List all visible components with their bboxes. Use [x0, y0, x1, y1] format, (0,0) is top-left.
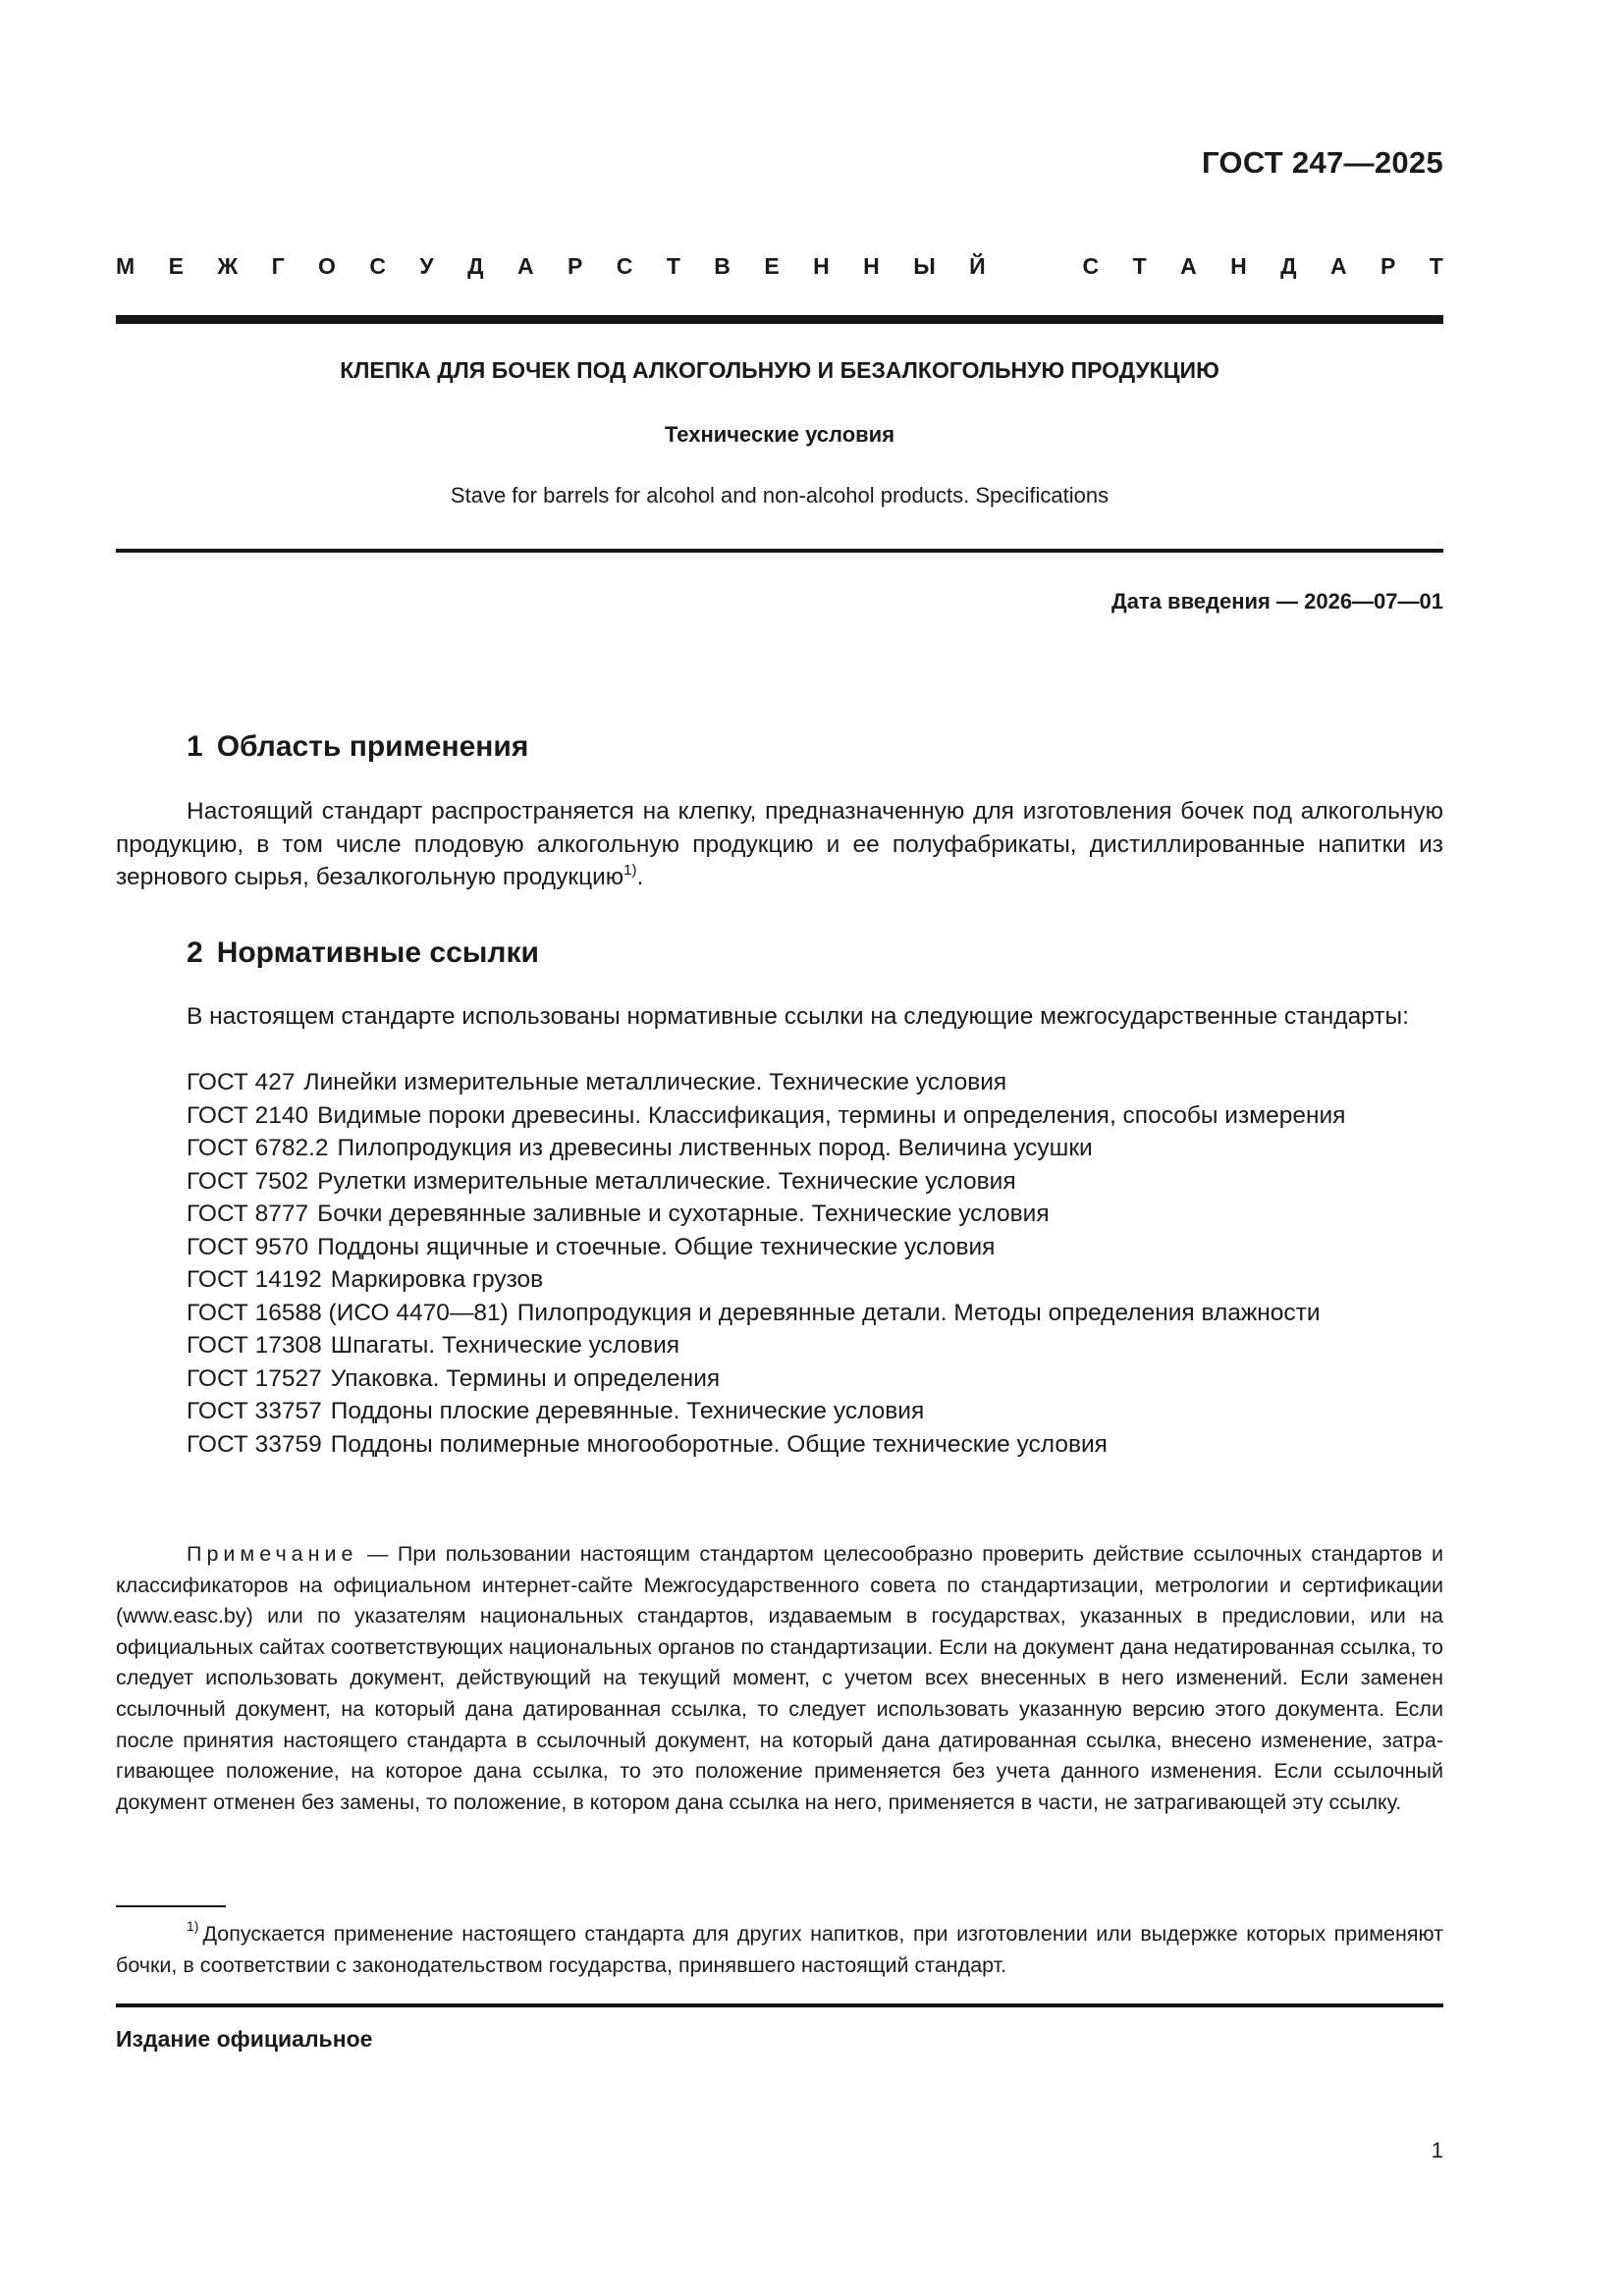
- footnote-separator: [116, 1905, 226, 1907]
- references-note: [116, 1539, 1443, 1818]
- reference-title: Пилопродукция из древесины лиственных пород. Величина усушки: [337, 1135, 1093, 1161]
- references-intro: В настоящем стандарте использованы нормативные ссылки на следующие межгосударственные стандарты:: [187, 1003, 1409, 1030]
- reference-code: ГОСТ 33757: [187, 1398, 322, 1424]
- footnote-text: Допускается применение настоящего стандарта для других напитков, при изготовлении или выдержке которых применяют бочки, в соответствии с законодательством государства, принявшего настоящий стандарт.: [116, 1922, 1443, 1977]
- reference-code: ГОСТ 9570: [187, 1233, 309, 1260]
- reference-title: Поддоны ящичные и стоечные. Общие технические условия: [317, 1233, 996, 1260]
- document-page: [116, 0, 1443, 2296]
- reference-item: [116, 1329, 1443, 1362]
- reference-title: Рулетки измерительные металлические. Технические условия: [317, 1167, 1016, 1195]
- reference-code: ГОСТ 2140: [187, 1101, 309, 1129]
- interstate-letter: Е: [168, 253, 184, 279]
- interstate-letter: С: [1082, 253, 1100, 279]
- word-gap: [1019, 253, 1049, 280]
- interstate-letter: Д: [1280, 253, 1297, 279]
- footnote: [116, 1919, 1443, 1981]
- interstate-letter: О: [318, 253, 336, 279]
- reference-item: [116, 1165, 1443, 1199]
- reference-item: [116, 1231, 1443, 1264]
- reference-code: ГОСТ 427: [187, 1069, 296, 1095]
- reference-code: ГОСТ 8777: [187, 1201, 309, 1227]
- interstate-letter: А: [1180, 253, 1197, 279]
- reference-item: [116, 1428, 1443, 1462]
- footnote-reference[interactable]: 1): [623, 862, 637, 879]
- reference-title: Бочки деревянные заливные и сухотарные. Технические условия: [317, 1201, 1050, 1227]
- interstate-letter: В: [714, 253, 731, 279]
- reference-item: [116, 1132, 1443, 1165]
- document-subtitle: Технические условия: [664, 422, 895, 447]
- reference-title: Шпагаты. Технические условия: [330, 1332, 680, 1359]
- reference-item: [116, 1297, 1443, 1330]
- scope-paragraph: [116, 795, 1443, 894]
- reference-title: Поддоны полимерные многооборотные. Общие технические условия: [330, 1430, 1108, 1458]
- document-title: КЛЕПКА ДЛЯ БОЧЕК ПОД АЛКОГОЛЬНУЮ И БЕЗАЛКОГОЛЬНУЮ ПРОДУКЦИЮ: [340, 357, 1219, 383]
- reference-title: Видимые пороки древесины. Классификация, термины и определения, способы измерения: [317, 1101, 1346, 1129]
- footer-rule: [116, 2003, 1443, 2007]
- section-number: 1: [187, 730, 203, 763]
- reference-code: ГОСТ 14192: [187, 1266, 322, 1293]
- reference-title: Упаковка. Термины и определения: [330, 1364, 721, 1392]
- interstate-letter: Ы: [913, 253, 936, 279]
- reference-title: Поддоны плоские деревянные. Технические условия: [330, 1398, 925, 1424]
- interstate-standard-label: [116, 253, 1443, 280]
- scope-text-end: .: [636, 864, 644, 890]
- title-rule: [116, 549, 1443, 553]
- interstate-letter: Г: [271, 253, 285, 279]
- interstate-letter: Н: [863, 253, 880, 279]
- note-label: Примечание: [187, 1542, 358, 1566]
- reference-title: Маркировка грузов: [330, 1266, 544, 1293]
- interstate-letter: Р: [1380, 253, 1396, 279]
- interstate-letter: Н: [813, 253, 830, 279]
- gost-number: ГОСТ 247—2025: [1201, 145, 1443, 180]
- header-rule: [116, 315, 1443, 324]
- reference-code: ГОСТ 16588 (ИСО 4470—81): [187, 1299, 509, 1326]
- interstate-letter: Т: [1429, 253, 1443, 279]
- interstate-letter: Т: [1132, 253, 1147, 279]
- section-heading-normative-references: [187, 936, 539, 970]
- reference-code: ГОСТ 6782.2: [187, 1135, 329, 1161]
- reference-code: ГОСТ 17308: [187, 1332, 322, 1359]
- page-number: 1: [1431, 2138, 1443, 2163]
- section-title: Нормативные ссылки: [216, 936, 539, 969]
- introduction-date: Дата введения — 2026—07—01: [1111, 589, 1443, 614]
- section-number: 2: [187, 936, 203, 969]
- official-edition-label: Издание официальное: [116, 2026, 373, 2052]
- interstate-letter: Ж: [217, 253, 239, 279]
- reference-title: Пилопродукция и деревянные детали. Методы определения влажности: [516, 1299, 1321, 1326]
- section-title: Область применения: [216, 730, 529, 763]
- reference-title: Линейки измерительные металлические. Технические условия: [303, 1069, 1007, 1095]
- interstate-letter: С: [369, 253, 386, 279]
- interstate-letter: Д: [467, 253, 484, 279]
- interstate-letter: А: [1329, 253, 1347, 279]
- section-heading-scope: [187, 730, 528, 764]
- reference-code: ГОСТ 7502: [187, 1167, 309, 1195]
- reference-item: [116, 1198, 1443, 1231]
- reference-item: [116, 1263, 1443, 1297]
- reference-item: [116, 1066, 1443, 1099]
- interstate-letter: А: [516, 253, 534, 279]
- reference-list: [116, 1066, 1443, 1461]
- interstate-letter: Й: [969, 253, 986, 279]
- interstate-letter: У: [419, 253, 434, 279]
- reference-item: [116, 1362, 1443, 1396]
- scope-text: Настоящий стандарт распространяется на клепку, предназначенную для изготовления бочек под алкогольную продукцию, в том числе плодовую алкогольную продукцию и ее полуфабрикаты, дистиллированные напитки из зернового сырья, безалкогольную продукцию: [116, 798, 1443, 890]
- interstate-letter: С: [616, 253, 633, 279]
- reference-code: ГОСТ 17527: [187, 1364, 322, 1392]
- interstate-letter: Т: [666, 253, 680, 279]
- footnote-marker: 1): [187, 1918, 199, 1934]
- reference-item: [116, 1099, 1443, 1133]
- reference-code: ГОСТ 33759: [187, 1430, 322, 1458]
- interstate-letter: Р: [568, 253, 583, 279]
- interstate-letter: Е: [764, 253, 780, 279]
- reference-item: [116, 1395, 1443, 1428]
- note-text: — При пользовании настоящим стандартом целесообразно проверить действие ссылочных стандартов и классификаторов на официальном интернет-сайте Межгосударственного совета по стандартизации, метрологии и сертификации (www.easc.by) или по указателям национальных стандартов, издаваемым в государствах, указанных в предисловии, или на официальных сайтах соответствующих национальных органов по стандартизации. Если на документ дана недатированная ссылка, то следует использовать документ, действующий на текущий момент, с учетом всех внесенных в него изменений. Если заменен ссылочный документ, на который дана датированная ссылка, то следует использовать указанную версию этого документа. Если после принятия настоящего стандарта в ссылочный документ, на который дана датированная ссылка, внесено изменение, затрагивающее положение, на которое дана ссылка, то это положение применяется без учета данного изменения. Если ссылочный документ отменен без замены, то положение, в котором дана ссылка на него, применяется в части, не затрагивающей эту ссылку.: [116, 1542, 1443, 1814]
- interstate-letter: Н: [1230, 253, 1247, 279]
- interstate-letter: М: [116, 253, 135, 279]
- document-title-english: Stave for barrels for alcohol and non-alcohol products. Specifications: [450, 483, 1110, 507]
